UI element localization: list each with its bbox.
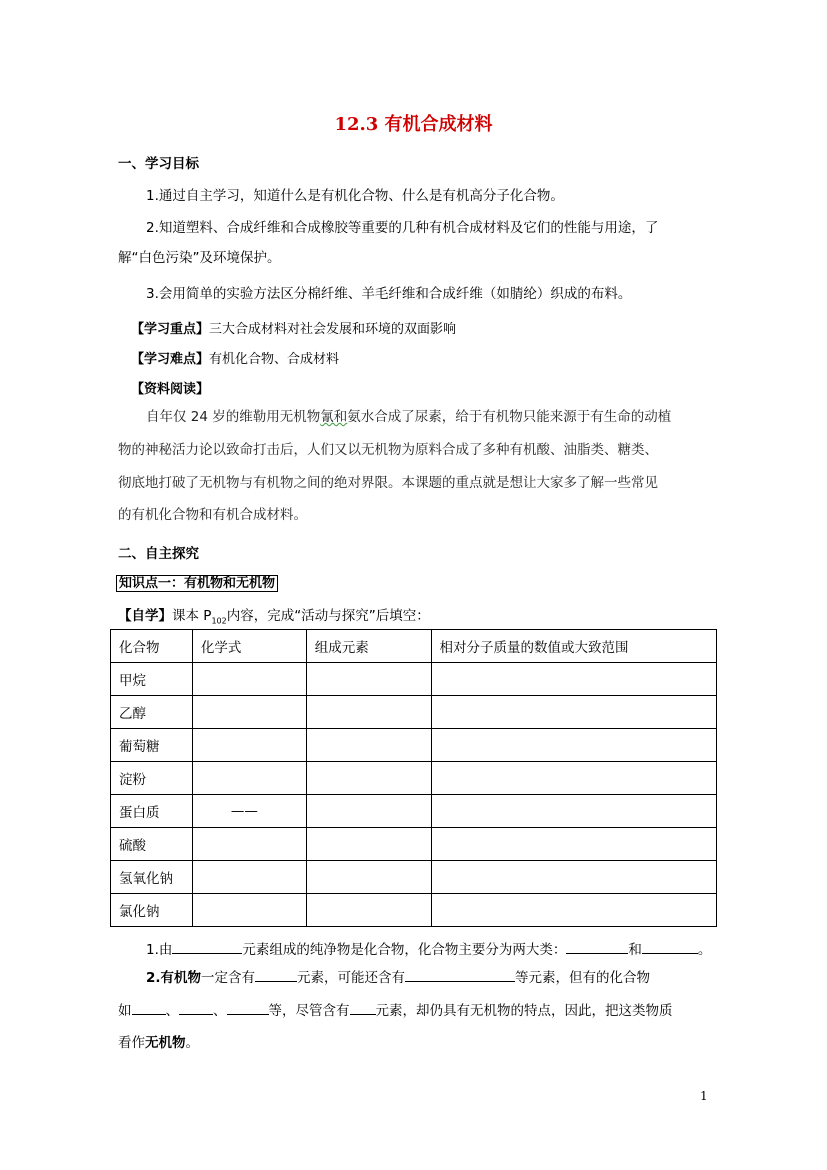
question-1: 1.由 元素组成的纯净物是化合物，化合物主要分为两大类： 和 。 xyxy=(146,938,711,958)
blank-field[interactable] xyxy=(405,967,515,982)
question-2-line2: 如 、 、 等，尽管含有 元素，却仍具有无机物的特点，因此，把这类物质 xyxy=(118,999,673,1019)
table-row xyxy=(111,663,717,696)
header-cell: 化学式 xyxy=(192,630,306,663)
mass-cell[interactable] xyxy=(431,663,716,696)
reading-label: 【资料阅读】 xyxy=(131,382,210,397)
section1-heading: 一、学习目标 xyxy=(118,156,199,172)
elements-cell[interactable] xyxy=(306,729,431,762)
compound-cell: 硫酸 xyxy=(111,828,193,861)
page-number: 1 xyxy=(700,1089,708,1103)
blank-field[interactable] xyxy=(350,1000,376,1015)
focus-label: 【学习重点】 xyxy=(131,322,210,337)
compound-cell: 葡萄糖 xyxy=(111,729,193,762)
reading-line-4: 的有机化合物和有机合成材料。 xyxy=(118,507,307,523)
formula-cell[interactable] xyxy=(192,729,306,762)
section2-heading: 二、自主探究 xyxy=(118,546,199,562)
blank-field[interactable] xyxy=(227,1000,269,1015)
mass-cell[interactable] xyxy=(431,861,716,894)
mass-cell[interactable] xyxy=(431,894,716,927)
blank-field[interactable] xyxy=(172,939,242,954)
blank-field[interactable] xyxy=(255,967,297,982)
reading-line-3: 彻底地打破了无机物与有机物之间的绝对界限。本课题的重点就是想让大家多了解一些常见 xyxy=(118,475,658,491)
mass-cell[interactable] xyxy=(431,828,716,861)
elements-cell[interactable] xyxy=(306,894,431,927)
reading-line-1: 自年仅 24 岁的维勒用无机物氰和氨水合成了尿素，给于有机物只能来源于有生命的动植 xyxy=(146,409,672,425)
elements-cell[interactable] xyxy=(306,861,431,894)
question-2-line1: 2.有机物一定含有 元素，可能还含有 等元素，但有的化合物 xyxy=(146,966,650,986)
formula-cell[interactable] xyxy=(192,894,306,927)
compound-cell: 氯化钠 xyxy=(111,894,193,927)
table-row xyxy=(111,729,717,762)
header-cell: 化合物 xyxy=(111,630,193,663)
focus-text: 三大合成材料对社会发展和环境的双面影响 xyxy=(209,322,457,337)
goal-2-line2: 解“白色污染”及环境保护。 xyxy=(118,250,281,266)
difficulty-text: 有机化合物、合成材料 xyxy=(209,352,340,367)
elements-cell[interactable] xyxy=(306,762,431,795)
self-study-label: 【自学】 xyxy=(118,608,172,624)
knowledge-point: 知识点一：有机物和无机物 xyxy=(116,572,278,591)
formula-cell[interactable] xyxy=(192,663,306,696)
formula-cell[interactable]: —— xyxy=(192,795,306,828)
table-row xyxy=(111,762,717,795)
goal-1: 1.通过自主学习，知道什么是有机化合物、什么是有机高分子化合物。 xyxy=(146,188,564,204)
mass-cell[interactable] xyxy=(431,795,716,828)
formula-cell[interactable] xyxy=(192,861,306,894)
table-row xyxy=(111,828,717,861)
blank-field[interactable] xyxy=(132,1000,166,1015)
table-row xyxy=(111,894,717,927)
compound-cell: 乙醇 xyxy=(111,696,193,729)
compound-cell: 淀粉 xyxy=(111,762,193,795)
table-row xyxy=(111,696,717,729)
focus-line xyxy=(131,318,456,337)
mass-cell[interactable] xyxy=(431,729,716,762)
table-row xyxy=(111,861,717,894)
compound-cell: 氢氧化钠 xyxy=(111,861,193,894)
elements-cell[interactable] xyxy=(306,795,431,828)
elements-cell[interactable] xyxy=(306,696,431,729)
self-study-line: 【自学】课本 $P_{102}$内容，完成“活动与探究”后填空： xyxy=(118,608,430,626)
difficulty-line xyxy=(131,348,339,367)
table-row xyxy=(111,795,717,828)
mass-cell[interactable] xyxy=(431,696,716,729)
header-cell: 组成元素 xyxy=(306,630,431,663)
compound-cell: 蛋白质 xyxy=(111,795,193,828)
compound-table xyxy=(110,629,717,927)
elements-cell[interactable] xyxy=(306,663,431,696)
mass-cell[interactable] xyxy=(431,762,716,795)
formula-cell[interactable] xyxy=(192,762,306,795)
goal-2-line1: 2.知道塑料、合成纤维和合成橡胶等重要的几种有机合成材料及它们的性能与用途，了 xyxy=(146,220,659,236)
goal-3: 3.会用简单的实验方法区分棉纤维、羊毛纤维和合成纤维（如腈纶）织成的布料。 xyxy=(146,286,632,302)
compound-cell: 甲烷 xyxy=(111,663,193,696)
page-title: 12.3 有机合成材料 xyxy=(334,114,493,135)
blank-field[interactable] xyxy=(566,939,628,954)
header-cell: 相对分子质量的数值或大致范围 xyxy=(431,630,716,663)
formula-cell[interactable] xyxy=(192,696,306,729)
question-2-line3: 看作无机物。 xyxy=(118,1035,199,1051)
elements-cell[interactable] xyxy=(306,828,431,861)
table-header-row xyxy=(111,630,717,663)
blank-field[interactable] xyxy=(179,1000,213,1015)
blank-field[interactable] xyxy=(642,939,698,954)
difficulty-label: 【学习难点】 xyxy=(131,352,210,367)
formula-cell[interactable] xyxy=(192,828,306,861)
reading-line-2: 物的神秘活力论以致命打击后，人们又以无机物为原料合成了多种有机酸、油脂类、糖类、 xyxy=(118,442,658,458)
